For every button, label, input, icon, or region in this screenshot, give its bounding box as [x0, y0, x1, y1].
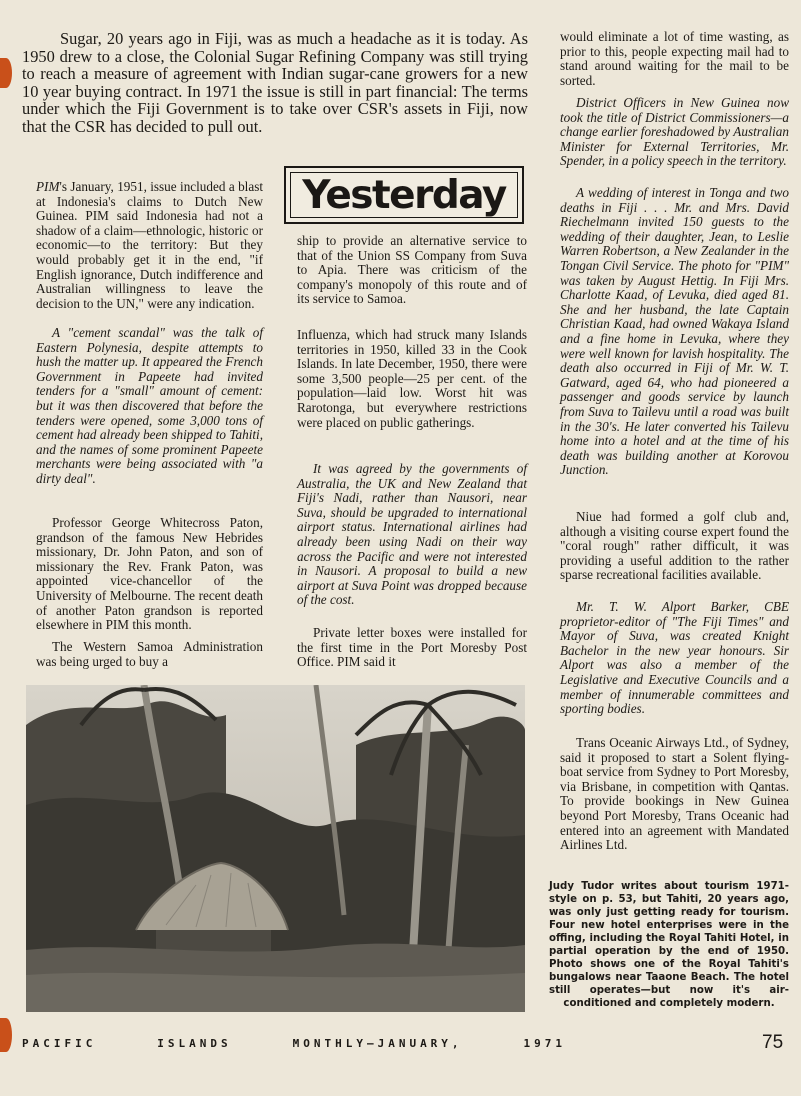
col2-paragraph-4: Private letter boxes were installed for the first time in the Port Moresby Post Office. PIM said it — [297, 625, 527, 670]
col1-p1-emphasis: PIM — [36, 179, 60, 194]
footer-word-3: MONTHLY—JANUARY, — [292, 1036, 463, 1050]
col1-paragraph-3: Professor George Whitecross Paton, grandson of the famous New Hebrides missionary, Dr. John Paton, and son of missionary the Rev. Frank Paton, was appointed vice-chancellor of the University of Melbourne. The recent death of another Paton grandson is reported elsewhere in PIM this month. — [36, 515, 263, 633]
section-heading: Yesterday — [302, 172, 506, 218]
col1-paragraph-2: A "cement scandal" was the talk of Eastern Polynesia, despite attempts to hush the matter up. It appeared the French Government in Papeete had invited tenders for a "small" amount of cement: but it was then discovered that before the tenders were opened, some 3,000 tons of cement had already been shipped to Tahiti, and the names of some prominent Papeete merchants were being associated with "a dirty deal". — [36, 325, 263, 486]
col1-paragraph-4: The Western Samoa Administration was being urged to buy a — [36, 639, 263, 669]
col1-p1-text: 's January, 1951, issue included a blast at Indonesia's claims to Dutch New Guinea. PIM said Indonesia had not a shadow of a claim—ethnologic, historic or economic—to the territory: But they would probably get it in the end, "if English ignorance, Dutch indifference and Australian willingness to leave the decision to the UN," were any indication. — [36, 179, 263, 311]
footer-word-2: ISLANDS — [157, 1036, 232, 1050]
footer-word-1: PACIFIC — [22, 1036, 97, 1050]
page-footer — [22, 1036, 566, 1050]
col2-paragraph-2: Influenza, which had struck many Islands territories in 1950, killed 33 in the Cook Islands. In late December, 1950, there were some 3,500 people—25 per cent. of the population—laid low. Worst hit was Rarotonga, but everywhere restrictions were placed on public gatherings. — [297, 327, 527, 430]
photo-caption: Judy Tudor writes about tourism 1971-style on p. 53, but Tahiti, 20 years ago, was only just getting ready for tourism. Four new hotel enterprises were in the offing, including the Royal Tahiti Hotel, in partial operation by the end of 1950. Photo shows one of the Royal Tahiti's bungalows near Taaone Beach. The hotel still operates—but now it's air-conditioned and completely modern. — [549, 881, 789, 1009]
tahiti-bungalow-photo — [26, 685, 525, 1012]
footer-word-4: 1971 — [523, 1036, 566, 1050]
col3-paragraph-3: A wedding of interest in Tonga and two deaths in Fiji . . . Mr. and Mrs. David Riechelmann invited 150 guests to the wedding of their daughter, Jean, to Leslie Warren Robertson, a New Zealander in the Tongan Civil Service. The photo for "PIM" was taken by August Hettig. In Fiji Mrs. Charlotte Kaad, of Levuka, died aged 81. She and her husband, the late Captain Christian Kaad, had owned Wakaya Island and a fine home in Levuka, where they were well known for lavish hospitality. The death also occurred in Fiji of Mr. W. T. Gatward, aged 64, who had pioneered a passenger and goods service by launch from Suva to Tailevu until a road was built in the 30's. He later converted his Tailevu home into a hotel and at the time of his death was building another at Korovou Junction. — [560, 185, 789, 478]
col2-paragraph-3: It was agreed by the governments of Australia, the UK and New Zealand that Fiji's Nadi, rather than Nausori, near Suva, should be upgraded to international airport status. International airlines had already been using Nadi on their way across the Pacific and were not interested in Nausori. A proposal to build a new airport at Suva Point was dropped because of the cost. — [297, 461, 527, 608]
page-number: 75 — [762, 1032, 784, 1053]
yesterday-heading-box — [284, 166, 524, 224]
page-edge-tab-top — [0, 58, 12, 88]
col3-paragraph-1: would eliminate a lot of time wasting, as prior to this, people expecting mail had to stand around waiting for the mail to be sorted. — [560, 29, 789, 88]
col3-paragraph-2: District Officers in New Guinea now took the title of District Commissioners—a change earlier foreshadowed by Australian Minister for External Territories, Mr. Spender, in a policy speech in the territory. — [560, 95, 789, 169]
page-edge-tab-bottom — [0, 1018, 12, 1052]
photo-thatched-bungalow-palms-icon — [26, 685, 525, 1012]
lead-paragraph: Sugar, 20 years ago in Fiji, was as much a headache as it is today. As 1950 drew to a close, the Colonial Sugar Refining Company was still trying to reach a measure of agreement with Indian sugar-cane growers for a new 10 year buying contract. In 1971 the issue is still in part financial: The terms under which the Fiji Government is to take over CSR's assets in Fiji, now that the CSR has decided to pull out. — [22, 29, 528, 136]
col3-paragraph-5: Mr. T. W. Alport Barker, CBE proprietor-editor of "The Fiji Times" and Mayor of Suva, was created Knight Bachelor in the new year honours. Sir Alport was also a member of the Legislative and Executive Councils and a member of innumerable committees and sporting bodies. — [560, 599, 789, 717]
col1-paragraph-1 — [36, 180, 263, 311]
col3-paragraph-6: Trans Oceanic Airways Ltd., of Sydney, said it proposed to start a Solent flying-boat service from Sydney to Port Moresby, via Brisbane, in competition with Qantas. To provide bookings in New Guinea beyond Port Moresby, Trans Oceanic had entered into an agreement with Mandated Airlines Ltd. — [560, 735, 789, 853]
col2-paragraph-1: ship to provide an alternative service to that of the Union SS Company from Suva to Apia. There was criticism of the company's monopoly of this route and of its service to Samoa. — [297, 233, 527, 307]
col3-paragraph-4: Niue had formed a golf club and, although a visiting course expert found the "coral rough" rather difficult, it was providing a useful addition to the rather sparse recreational facilities available. — [560, 509, 789, 583]
